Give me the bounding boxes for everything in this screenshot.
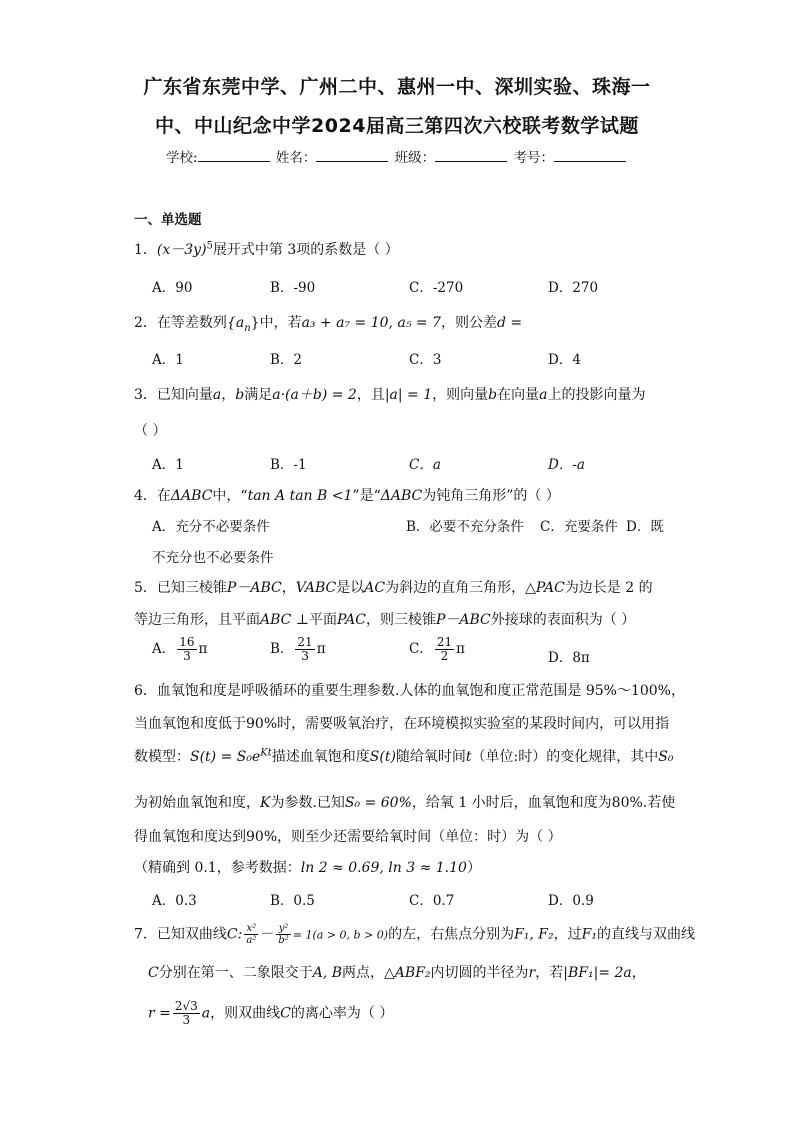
math-expression: AC [364,580,386,596]
question-text: 为边长是 2 的 [564,580,653,596]
exam-title-line-1: 广东省东莞中学、广州二中、惠州一中、深圳实验、珠海一 [143,76,651,98]
section-heading: 一、单选题 [134,212,202,228]
math-expression: r = [148,1005,171,1022]
option-label: C． [409,641,433,657]
question-text: 的左，右焦点分别为 [388,926,515,943]
option-a[interactable]: A．0.3 [152,893,197,909]
math-expression: PAC [337,612,366,628]
option-a[interactable]: A．充分不必要条件 [152,519,270,535]
question-text: 为钝角三角形”的（ ） [422,488,560,504]
math-expression: K [260,795,271,811]
question-text: 在 [156,488,171,504]
numerator: x² [244,923,258,935]
denominator: 3 [182,1013,191,1027]
option-d[interactable]: D．270 [548,280,599,296]
question-text: 在向量 [497,387,540,403]
question-number: 1． [134,242,157,258]
name-label: 姓名： [275,150,317,166]
question-5-line-2 [134,609,635,629]
question-text: 为斜边的直角三角形， [385,580,526,596]
option-d[interactable]: D．4 [548,352,581,368]
option-a[interactable]: A．1 [152,352,184,368]
math-expression: (x－3y) [156,242,207,258]
denominator: 3 [183,649,191,663]
question-text: ，则向量 [432,387,489,403]
question-1-stem [134,239,399,259]
math-expression: VABC [295,580,337,596]
exponent: 5 [206,240,213,252]
math-expression: a₃ + a₇ = 10, [301,315,394,331]
student-info-row [0,146,794,166]
class-blank[interactable] [435,149,507,162]
numerator: 16 [179,635,195,649]
math-expression: F₁ [581,926,597,943]
math-expression: － [260,926,275,943]
option-b[interactable]: B．-1 [270,457,307,473]
question-text: 的离心率为（ ） [290,1005,394,1022]
math-expression: F₁, F₂ [514,926,554,943]
question-text: （单位:时）的变化规律，其中 [471,749,659,765]
question-text: 为初始血氧饱和度， [134,795,260,811]
option-b[interactable]: B．2 [270,352,303,368]
math-expression: d = [496,315,523,331]
denominator: a² [246,935,257,946]
question-text: 内切圆的半径为 [430,965,529,981]
question-text: ， [221,387,236,403]
option-c[interactable]: C．0.7 [409,893,455,909]
option-value: 8π [572,650,590,666]
question-text: ，且 [356,387,385,403]
option-d[interactable] [548,646,590,666]
question-text: 展开式中第 3项的系数是（ ） [212,242,399,258]
question-text: 在等差数列 [156,315,227,331]
math-expression: P－ABC [226,580,282,596]
question-text: ，若 [535,965,564,981]
math-expression: ΔABC [380,488,423,504]
denominator: 2 [440,649,449,663]
question-text: 已知向量 [156,387,213,403]
math-expression: C [148,965,159,981]
math-expression: S₀ [658,749,674,765]
option-c[interactable]: C．a [409,457,441,473]
question-6-line-6 [134,857,481,877]
question-text: 分别在第一、二象限交于 [158,965,313,981]
pi-symbol: π [316,641,326,657]
math-expression: S₀ = 60% [344,795,412,811]
math-expression: S(t) [369,749,396,765]
question-text: ”是“ [352,488,381,504]
school-label: 学校: [166,150,198,166]
numerator: 21 [297,635,313,649]
math-expression: tan A tan B <1 [247,488,353,504]
question-text: ，则公差 [440,315,497,331]
question-number: 7． [134,926,157,943]
question-text: ，则三棱锥 [365,612,436,628]
school-blank[interactable] [198,149,270,162]
math-expression: |BF₁|= 2a [563,965,632,981]
math-expression: a·(a＋b) = 2 [272,387,357,403]
subscript: n [244,322,251,334]
denominator: 3 [301,649,309,663]
question-7-line-1 [134,923,695,946]
question-text: ，过 [553,926,582,943]
numerator: 21 [436,635,453,649]
question-text: 满足 [244,387,273,403]
vector-a: a [212,387,222,403]
question-7-line-2 [148,962,646,982]
numerator: 2√3 [174,999,198,1013]
question-3-stem [134,384,645,404]
option-d-continued: 不充分也不必要条件 [152,550,274,566]
option-label: A． [152,641,176,657]
question-6-line-2: 当血氧饱和度低于90%时，需要吸氧治疗，在环境模拟实验室的某段时间内，可以用指 [134,716,670,732]
option-c[interactable]: C．充要条件 [540,519,618,535]
math-expression: ln 2 ≈ 0.69, ln 3 ≈ 1.10 [300,860,467,876]
question-number: 4． [134,488,157,504]
question-number: 3． [134,387,157,403]
option-a[interactable]: A．90 [152,280,193,296]
option-d[interactable]: D．-a [548,457,585,473]
option-d[interactable]: D．0.9 [548,893,594,909]
math-expression: |a| = 1 [384,387,433,403]
question-text: （精确到 0.1，参考数据： [134,860,301,876]
exponent: Kt [260,747,272,759]
vector-a: a [539,387,548,403]
option-b[interactable]: B．0.5 [270,893,315,909]
option-label: B． [270,641,294,657]
math-expression: △ABF₂ [384,965,431,981]
option-b[interactable]: B．必要不充分条件 [406,519,524,535]
question-text: ，则双曲线 [210,1005,281,1022]
pi-symbol: π [198,641,208,657]
math-expression: ΔABC [170,488,213,504]
question-text: 已知双曲线 [156,926,227,943]
question-number: 6． [134,683,157,699]
number-label: 考号： [513,150,554,166]
denominator: b² [278,935,289,946]
question-number: 5． [134,580,157,596]
question-text: 等边三角形，且平面 [134,612,260,628]
class-label: 班级： [394,150,436,166]
question-text: ， [281,580,296,596]
option-b[interactable]: B．-90 [270,280,316,296]
name-blank[interactable] [316,149,388,162]
option-c[interactable]: C．3 [409,352,442,368]
vector-b: b [235,387,245,403]
question-text: 为参数.已知 [270,795,345,811]
math-expression: } [250,315,260,331]
question-text: 数模型： [134,749,190,765]
option-d[interactable]: D．既 [626,519,664,535]
vector-b: b [488,387,498,403]
question-text: ） [466,860,481,876]
math-expression: a₅ = 7 [397,315,441,331]
math-expression: {a [226,315,245,331]
question-7-line-3 [148,1000,393,1027]
question-3-paren: （ ） [134,423,167,439]
question-text: 随给氧时间 [395,749,466,765]
math-expression: ABC ⊥ [260,612,309,628]
question-text: 上的投影向量为 [547,387,646,403]
question-text: 血氧饱和度是呼吸循环的重要生理参数.人体的血氧饱和度正常范围是 95%～100%， [156,683,685,699]
question-text: 是以 [336,580,365,596]
pi-symbol: π [456,641,465,657]
question-text: ，给氧 1 小时后，血氧饱和度为80%.若使 [411,795,676,811]
question-text: 外接球的表面积为（ ） [490,612,636,628]
math-expression: = 1(a > 0, b > 0) [292,928,389,942]
question-text: 中，“ [212,488,248,504]
question-6-line-4 [134,792,675,812]
question-text: 描述血氧饱和度 [271,749,370,765]
math-expression: t [465,749,472,765]
question-6-line-5: 得血氧饱和度达到90%，则至少还需要给氧时间（单位：时）为（ ） [134,829,562,845]
option-c[interactable]: C．-270 [409,280,464,296]
question-6-line-3 [134,746,673,766]
math-expression: △PAC [525,580,565,596]
option-b[interactable] [270,636,326,663]
question-4-stem [134,485,560,505]
math-expression: S(t) = S₀e [190,749,261,765]
question-text: ， [631,965,646,981]
math-expression: r [528,965,536,981]
number-blank[interactable] [554,149,626,162]
question-2-stem [134,312,522,334]
question-text: 中，若 [259,315,302,331]
question-number: 2． [134,315,157,331]
math-expression: C [280,1005,291,1022]
math-expression: a [201,1005,211,1022]
question-text: 的直线与双曲线 [596,926,695,943]
question-text: 已知三棱锥 [156,580,227,596]
option-a[interactable] [152,636,207,663]
option-c[interactable] [409,636,465,663]
question-6-line-1 [134,680,685,700]
math-expression: A, B [312,965,343,981]
math-expression: P－ABC [435,612,491,628]
question-text: 两点， [342,965,385,981]
option-label: D． [548,650,573,666]
option-a[interactable]: A．1 [152,457,184,473]
question-5-line-1 [134,577,653,597]
numerator: y² [276,923,290,935]
question-text: 平面 [309,612,337,628]
math-expression: C: [226,926,243,943]
exam-title-line-2: 中、中山纪念中学2024届高三第四次六校联考数学试题 [155,115,639,137]
